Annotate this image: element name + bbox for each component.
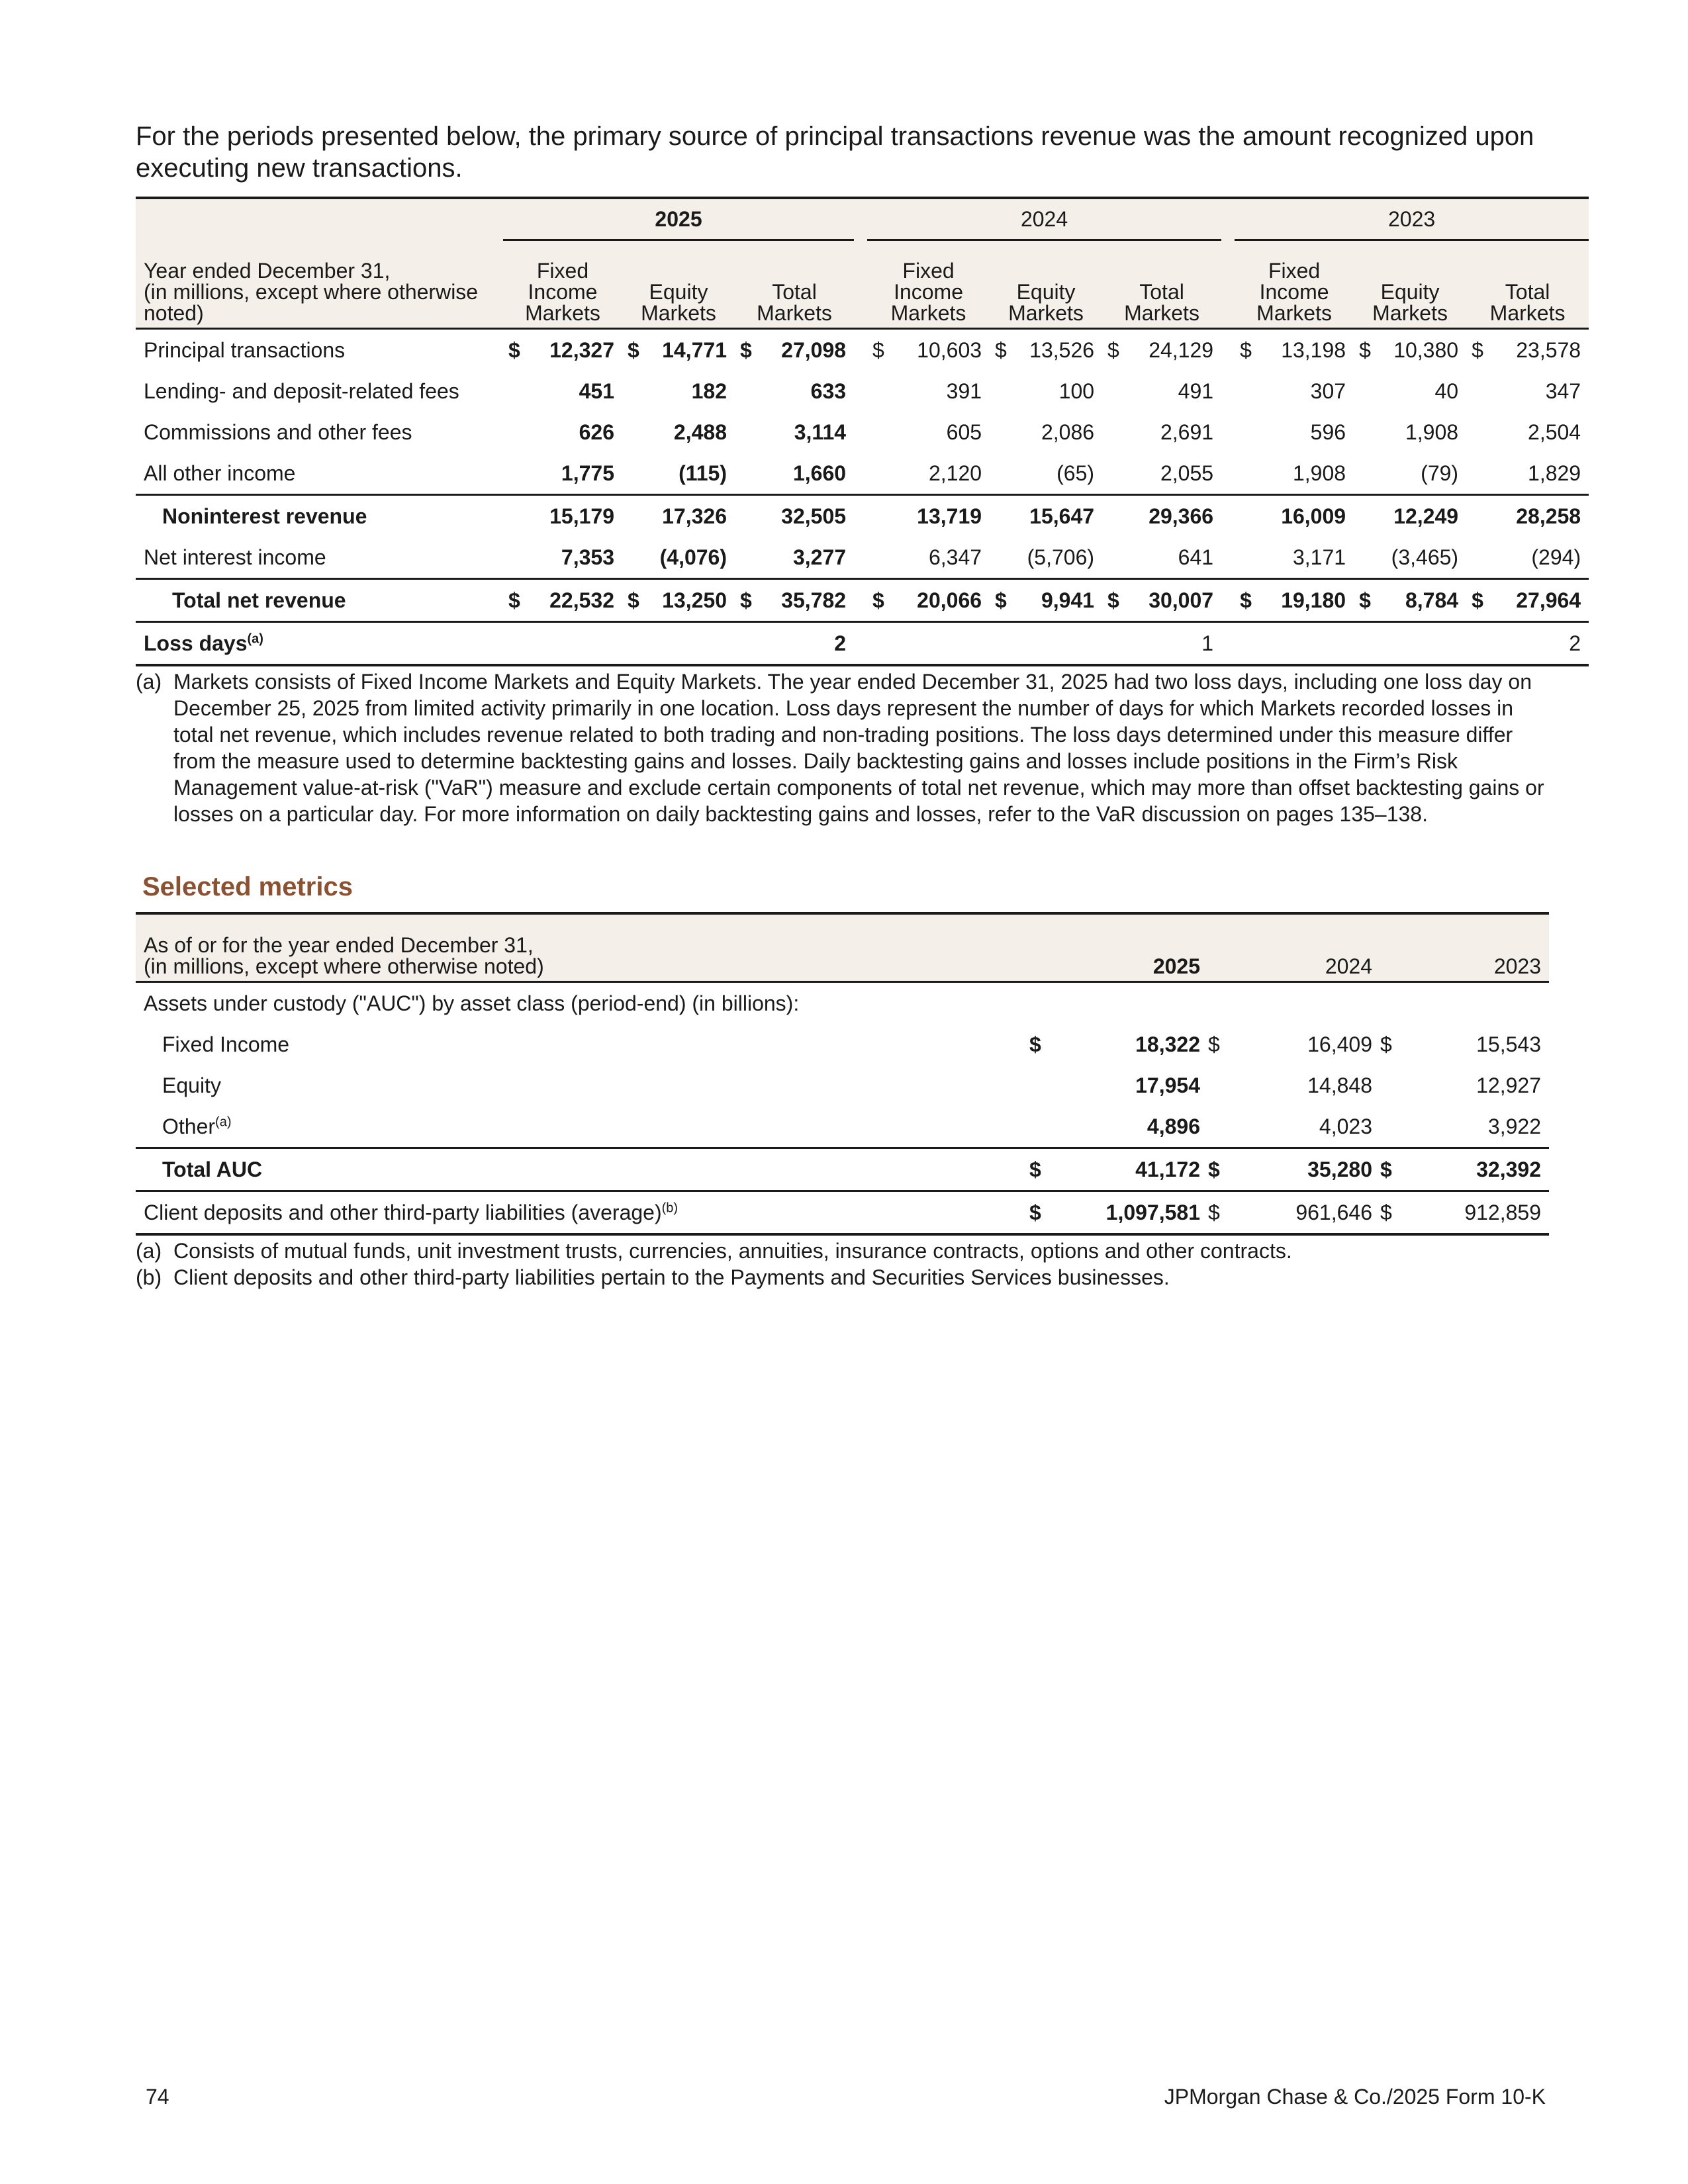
currency-symbol bbox=[1235, 495, 1261, 537]
table-row bbox=[136, 412, 1589, 453]
currency-symbol: $ bbox=[1102, 579, 1129, 622]
value-cell: 22,532 bbox=[530, 579, 622, 622]
col-header-equity: Equity Markets bbox=[990, 240, 1102, 329]
currency-symbol bbox=[1235, 453, 1261, 495]
currency-symbol bbox=[735, 412, 761, 453]
currency-symbol bbox=[622, 453, 649, 495]
value-cell: 15,647 bbox=[1016, 495, 1102, 537]
currency-symbol bbox=[867, 495, 894, 537]
footnote-a-metrics bbox=[136, 1238, 1552, 1264]
currency-symbol bbox=[735, 453, 761, 495]
metrics-year-2023: 2023 bbox=[1380, 913, 1549, 982]
row-label: Principal transactions bbox=[144, 338, 346, 362]
value-cell: 3,114 bbox=[794, 420, 847, 444]
value-cell: 18,322 bbox=[1135, 1032, 1200, 1056]
value-cell: 4,023 bbox=[1241, 1106, 1380, 1148]
value-cell: 32,505 bbox=[761, 495, 854, 537]
value-cell: 2,086 bbox=[1041, 420, 1095, 444]
row-label: All other income bbox=[136, 453, 503, 495]
value-cell: 2,691 bbox=[1160, 420, 1214, 444]
currency-symbol bbox=[990, 371, 1016, 412]
currency-symbol: $ bbox=[628, 338, 639, 362]
table-row bbox=[136, 329, 1589, 371]
footnote-text: Markets consists of Fixed Income Markets and Equity Markets. The year ended December 31, 2025 had two loss days, including one loss day on December 25, 2025 from limited activity primarily in one location. Loss days represent the number of days for which Markets recorded losses in total net revenue, which includes revenue related to both trading and non-trading positions. The loss days determined under this measure differ from the measure used to determine backtesting gains and losses. Daily backtesting gains and losses include positions in the Firm’s Risk Management value-at-risk ("VaR") measure and exclude certain components of total net revenue, which may more than offset backtesting gains or losses on a particular day. For more information on daily backtesting gains and losses, refer to the VaR discussion on pages 135–138. bbox=[173, 670, 1544, 826]
value-cell: 1,660 bbox=[761, 453, 854, 495]
currency-symbol bbox=[1102, 537, 1129, 579]
value-cell: 451 bbox=[579, 379, 614, 403]
col-header-fixed-income: Fixed Income Markets bbox=[867, 240, 990, 329]
value-cell: 4,896 bbox=[1069, 1106, 1208, 1148]
currency-symbol: $ bbox=[1029, 1032, 1041, 1056]
currency-symbol: $ bbox=[1380, 1032, 1392, 1056]
currency-symbol bbox=[1235, 537, 1261, 579]
value-cell: 1,908 bbox=[1405, 420, 1459, 444]
footnote-mark: (b) bbox=[136, 1265, 162, 1289]
value-cell: 347 bbox=[1545, 379, 1581, 403]
currency-symbol bbox=[503, 371, 530, 412]
currency-symbol bbox=[735, 371, 761, 412]
row-label: Other$^{(a)}$ bbox=[136, 1106, 1029, 1148]
value-cell: 41,172 bbox=[1069, 1148, 1208, 1191]
value-cell: 15,543 bbox=[1476, 1032, 1541, 1056]
markets-revenue-table bbox=[136, 197, 1589, 666]
value-cell: 20,066 bbox=[894, 579, 990, 622]
currency-symbol: $ bbox=[990, 579, 1016, 622]
value-cell: (65) bbox=[1016, 453, 1102, 495]
currency-symbol bbox=[867, 453, 894, 495]
value-cell: 491 bbox=[1178, 379, 1214, 403]
value-cell: 16,409 bbox=[1307, 1032, 1372, 1056]
currency-symbol: $ bbox=[1029, 1191, 1069, 1235]
row-label: Net interest income bbox=[136, 537, 503, 579]
currency-symbol bbox=[1354, 537, 1380, 579]
value-cell: 13,719 bbox=[894, 495, 990, 537]
value-cell: 100 bbox=[1058, 379, 1095, 403]
currency-symbol bbox=[735, 537, 761, 579]
value-cell: 13,526 bbox=[1029, 338, 1095, 362]
value-cell: 8,784 bbox=[1380, 579, 1466, 622]
currency-symbol: $ bbox=[1359, 338, 1371, 362]
currency-symbol bbox=[503, 537, 530, 579]
value-cell: 14,848 bbox=[1307, 1073, 1372, 1097]
currency-symbol bbox=[622, 495, 649, 537]
footnote-a bbox=[136, 668, 1552, 827]
currency-symbol: $ bbox=[872, 338, 884, 362]
currency-symbol bbox=[1208, 1106, 1241, 1148]
row-label: Loss days$^{(a)}$ bbox=[136, 622, 503, 666]
metrics-row bbox=[136, 1065, 1549, 1106]
currency-symbol bbox=[1466, 537, 1493, 579]
value-cell: 17,326 bbox=[649, 495, 735, 537]
currency-symbol: $ bbox=[1029, 1148, 1069, 1191]
value-cell: 27,964 bbox=[1493, 579, 1589, 622]
value-cell: 40 bbox=[1434, 379, 1459, 403]
value-cell: 10,603 bbox=[917, 338, 982, 362]
metrics-row bbox=[136, 1148, 1549, 1191]
col-header-equity: Equity Markets bbox=[1354, 240, 1466, 329]
currency-symbol bbox=[1102, 495, 1129, 537]
value-cell: 12,927 bbox=[1476, 1073, 1541, 1097]
currency-symbol bbox=[622, 371, 649, 412]
currency-symbol bbox=[503, 453, 530, 495]
currency-symbol: $ bbox=[1208, 1032, 1220, 1056]
currency-symbol bbox=[1466, 412, 1493, 453]
year-header-2024: 2024 bbox=[867, 198, 1221, 240]
currency-symbol bbox=[990, 453, 1016, 495]
value-cell: (5,706) bbox=[1016, 537, 1102, 579]
table-row bbox=[136, 371, 1589, 412]
loss-days-2024: 1 bbox=[867, 622, 1221, 666]
currency-symbol: $ bbox=[735, 579, 761, 622]
currency-symbol: $ bbox=[622, 579, 649, 622]
row-label: Lending- and deposit-related fees bbox=[144, 379, 459, 403]
currency-symbol: $ bbox=[1208, 1148, 1241, 1191]
currency-symbol: $ bbox=[1235, 579, 1261, 622]
value-cell: 1,908 bbox=[1261, 453, 1354, 495]
row-label: Commissions and other fees bbox=[144, 420, 412, 444]
currency-symbol bbox=[622, 537, 649, 579]
row-label: Equity bbox=[162, 1073, 221, 1097]
value-cell: 1,097,581 bbox=[1069, 1191, 1208, 1235]
value-cell: 24,129 bbox=[1149, 338, 1214, 362]
value-cell: 15,179 bbox=[530, 495, 622, 537]
currency-symbol bbox=[1380, 1065, 1413, 1106]
selected-metrics-table bbox=[136, 912, 1549, 1236]
value-cell: 9,941 bbox=[1016, 579, 1102, 622]
currency-symbol bbox=[1466, 495, 1493, 537]
currency-symbol bbox=[867, 537, 894, 579]
value-cell: 7,353 bbox=[530, 537, 622, 579]
value-cell: 12,249 bbox=[1380, 495, 1466, 537]
value-cell: 307 bbox=[1310, 379, 1346, 403]
metrics-header-label: As of or for the year ended December 31, (in millions, except where otherwise noted) bbox=[136, 913, 1029, 982]
page-number: 74 bbox=[146, 2085, 169, 2109]
value-cell: 3,277 bbox=[761, 537, 854, 579]
currency-symbol bbox=[1354, 371, 1380, 412]
value-cell: 182 bbox=[691, 379, 727, 403]
value-cell: 605 bbox=[946, 420, 982, 444]
currency-symbol: $ bbox=[1107, 338, 1119, 362]
value-cell: 633 bbox=[810, 379, 847, 403]
currency-symbol bbox=[867, 371, 894, 412]
currency-symbol bbox=[1102, 412, 1129, 453]
currency-symbol bbox=[1380, 1106, 1413, 1148]
currency-symbol bbox=[990, 412, 1016, 453]
value-cell: 30,007 bbox=[1129, 579, 1221, 622]
currency-symbol bbox=[735, 495, 761, 537]
currency-symbol: $ bbox=[995, 338, 1007, 362]
value-cell: 35,782 bbox=[761, 579, 854, 622]
table-row bbox=[136, 579, 1589, 622]
footnote-mark: (a) bbox=[136, 1239, 162, 1263]
currency-symbol bbox=[1354, 453, 1380, 495]
currency-symbol bbox=[1102, 453, 1129, 495]
col-header-total: Total Markets bbox=[1102, 240, 1221, 329]
value-cell: 16,009 bbox=[1261, 495, 1354, 537]
footnote-mark: (a) bbox=[136, 670, 162, 694]
value-cell: 2,488 bbox=[673, 420, 727, 444]
col-header-fixed-income: Fixed Income Markets bbox=[1235, 240, 1354, 329]
table-header-label: Year ended December 31, (in millions, except where otherwise noted) bbox=[136, 240, 503, 329]
year-header-2023: 2023 bbox=[1235, 198, 1589, 240]
currency-symbol: $ bbox=[1354, 579, 1380, 622]
value-cell: 391 bbox=[946, 379, 982, 403]
value-cell: 6,347 bbox=[894, 537, 990, 579]
metrics-row bbox=[136, 1024, 1549, 1065]
value-cell: 14,771 bbox=[662, 338, 727, 362]
value-cell: 28,258 bbox=[1493, 495, 1589, 537]
value-cell: 13,250 bbox=[649, 579, 735, 622]
currency-symbol: $ bbox=[1208, 1191, 1241, 1235]
value-cell: 961,646 bbox=[1241, 1191, 1380, 1235]
row-label: Total net revenue bbox=[136, 579, 503, 622]
value-cell: 2,055 bbox=[1129, 453, 1221, 495]
col-header-equity: Equity Markets bbox=[622, 240, 735, 329]
currency-symbol: $ bbox=[1380, 1191, 1413, 1235]
row-label: Total AUC bbox=[136, 1148, 1029, 1191]
value-cell: 23,578 bbox=[1516, 338, 1581, 362]
value-cell: 17,954 bbox=[1135, 1073, 1200, 1097]
table-row bbox=[136, 453, 1589, 495]
footnote-b-metrics bbox=[136, 1264, 1552, 1291]
currency-symbol bbox=[1235, 371, 1261, 412]
value-cell: (79) bbox=[1380, 453, 1466, 495]
currency-symbol bbox=[1029, 1065, 1069, 1106]
currency-symbol bbox=[1354, 412, 1380, 453]
section-title: Selected metrics bbox=[142, 872, 353, 901]
footnote-text: Client deposits and other third-party liabilities pertain to the Payments and Securities Services businesses. bbox=[173, 1265, 1170, 1289]
currency-symbol bbox=[622, 412, 649, 453]
col-header-fixed-income: Fixed Income Markets bbox=[503, 240, 622, 329]
table-row bbox=[136, 495, 1589, 537]
value-cell: 13,198 bbox=[1281, 338, 1346, 362]
currency-symbol bbox=[1354, 495, 1380, 537]
value-cell: (4,076) bbox=[649, 537, 735, 579]
col-header-total: Total Markets bbox=[735, 240, 854, 329]
metrics-row bbox=[136, 1106, 1549, 1148]
currency-symbol bbox=[1235, 412, 1261, 453]
row-label: Fixed Income bbox=[162, 1032, 290, 1056]
value-cell: (294) bbox=[1493, 537, 1589, 579]
value-cell: 35,280 bbox=[1241, 1148, 1380, 1191]
currency-symbol: $ bbox=[508, 338, 520, 362]
currency-symbol bbox=[1208, 1065, 1241, 1106]
document-footer: JPMorgan Chase & Co./2025 Form 10-K bbox=[1164, 2085, 1546, 2109]
metrics-row bbox=[136, 1191, 1549, 1235]
value-cell: 29,366 bbox=[1129, 495, 1221, 537]
value-cell: 3,922 bbox=[1413, 1106, 1549, 1148]
value-cell: 596 bbox=[1310, 420, 1346, 444]
currency-symbol: $ bbox=[1240, 338, 1252, 362]
value-cell: 2,504 bbox=[1528, 420, 1581, 444]
currency-symbol: $ bbox=[1472, 338, 1483, 362]
currency-symbol: $ bbox=[867, 579, 894, 622]
loss-days-row bbox=[136, 622, 1589, 666]
metrics-year-2025: 2025 bbox=[1029, 913, 1208, 982]
intro-paragraph: For the periods presented below, the primary source of principal transactions revenue was the amount recognized upon executing new transactions. bbox=[136, 122, 1534, 183]
row-label: Client deposits and other third-party liabilities (average)$^{(b)}$ bbox=[136, 1191, 1029, 1235]
value-cell: 32,392 bbox=[1413, 1148, 1549, 1191]
value-cell: (3,465) bbox=[1380, 537, 1466, 579]
value-cell: 912,859 bbox=[1413, 1191, 1549, 1235]
currency-symbol: $ bbox=[740, 338, 752, 362]
value-cell: 27,098 bbox=[781, 338, 847, 362]
value-cell: 1,829 bbox=[1493, 453, 1589, 495]
currency-symbol bbox=[990, 495, 1016, 537]
table-row bbox=[136, 537, 1589, 579]
loss-days-2025: 2 bbox=[503, 622, 854, 666]
currency-symbol: $ bbox=[1466, 579, 1493, 622]
value-cell: 626 bbox=[579, 420, 614, 444]
currency-symbol bbox=[1102, 371, 1129, 412]
currency-symbol bbox=[990, 537, 1016, 579]
row-label: Noninterest revenue bbox=[136, 495, 503, 537]
col-header-total: Total Markets bbox=[1466, 240, 1589, 329]
currency-symbol: $ bbox=[503, 579, 530, 622]
auc-subheading: Assets under custody ("AUC") by asset class (period-end) (in billions): bbox=[144, 991, 800, 1015]
currency-symbol bbox=[1466, 371, 1493, 412]
value-cell: (115) bbox=[649, 453, 735, 495]
value-cell: 641 bbox=[1129, 537, 1221, 579]
currency-symbol: $ bbox=[1380, 1148, 1413, 1191]
loss-days-2023: 2 bbox=[1235, 622, 1589, 666]
value-cell: 10,380 bbox=[1393, 338, 1459, 362]
year-header-2025: 2025 bbox=[503, 198, 854, 240]
value-cell: 3,171 bbox=[1261, 537, 1354, 579]
currency-symbol bbox=[1466, 453, 1493, 495]
value-cell: 12,327 bbox=[549, 338, 614, 362]
value-cell: 2,120 bbox=[894, 453, 990, 495]
footnote-text: Consists of mutual funds, unit investment trusts, currencies, annuities, insurance contracts, options and other contracts. bbox=[173, 1239, 1292, 1263]
currency-symbol bbox=[1029, 1106, 1069, 1148]
currency-symbol bbox=[503, 412, 530, 453]
value-cell: 19,180 bbox=[1261, 579, 1354, 622]
currency-symbol bbox=[503, 495, 530, 537]
metrics-year-2024: 2024 bbox=[1208, 913, 1380, 982]
value-cell: 1,775 bbox=[530, 453, 622, 495]
currency-symbol bbox=[867, 412, 894, 453]
